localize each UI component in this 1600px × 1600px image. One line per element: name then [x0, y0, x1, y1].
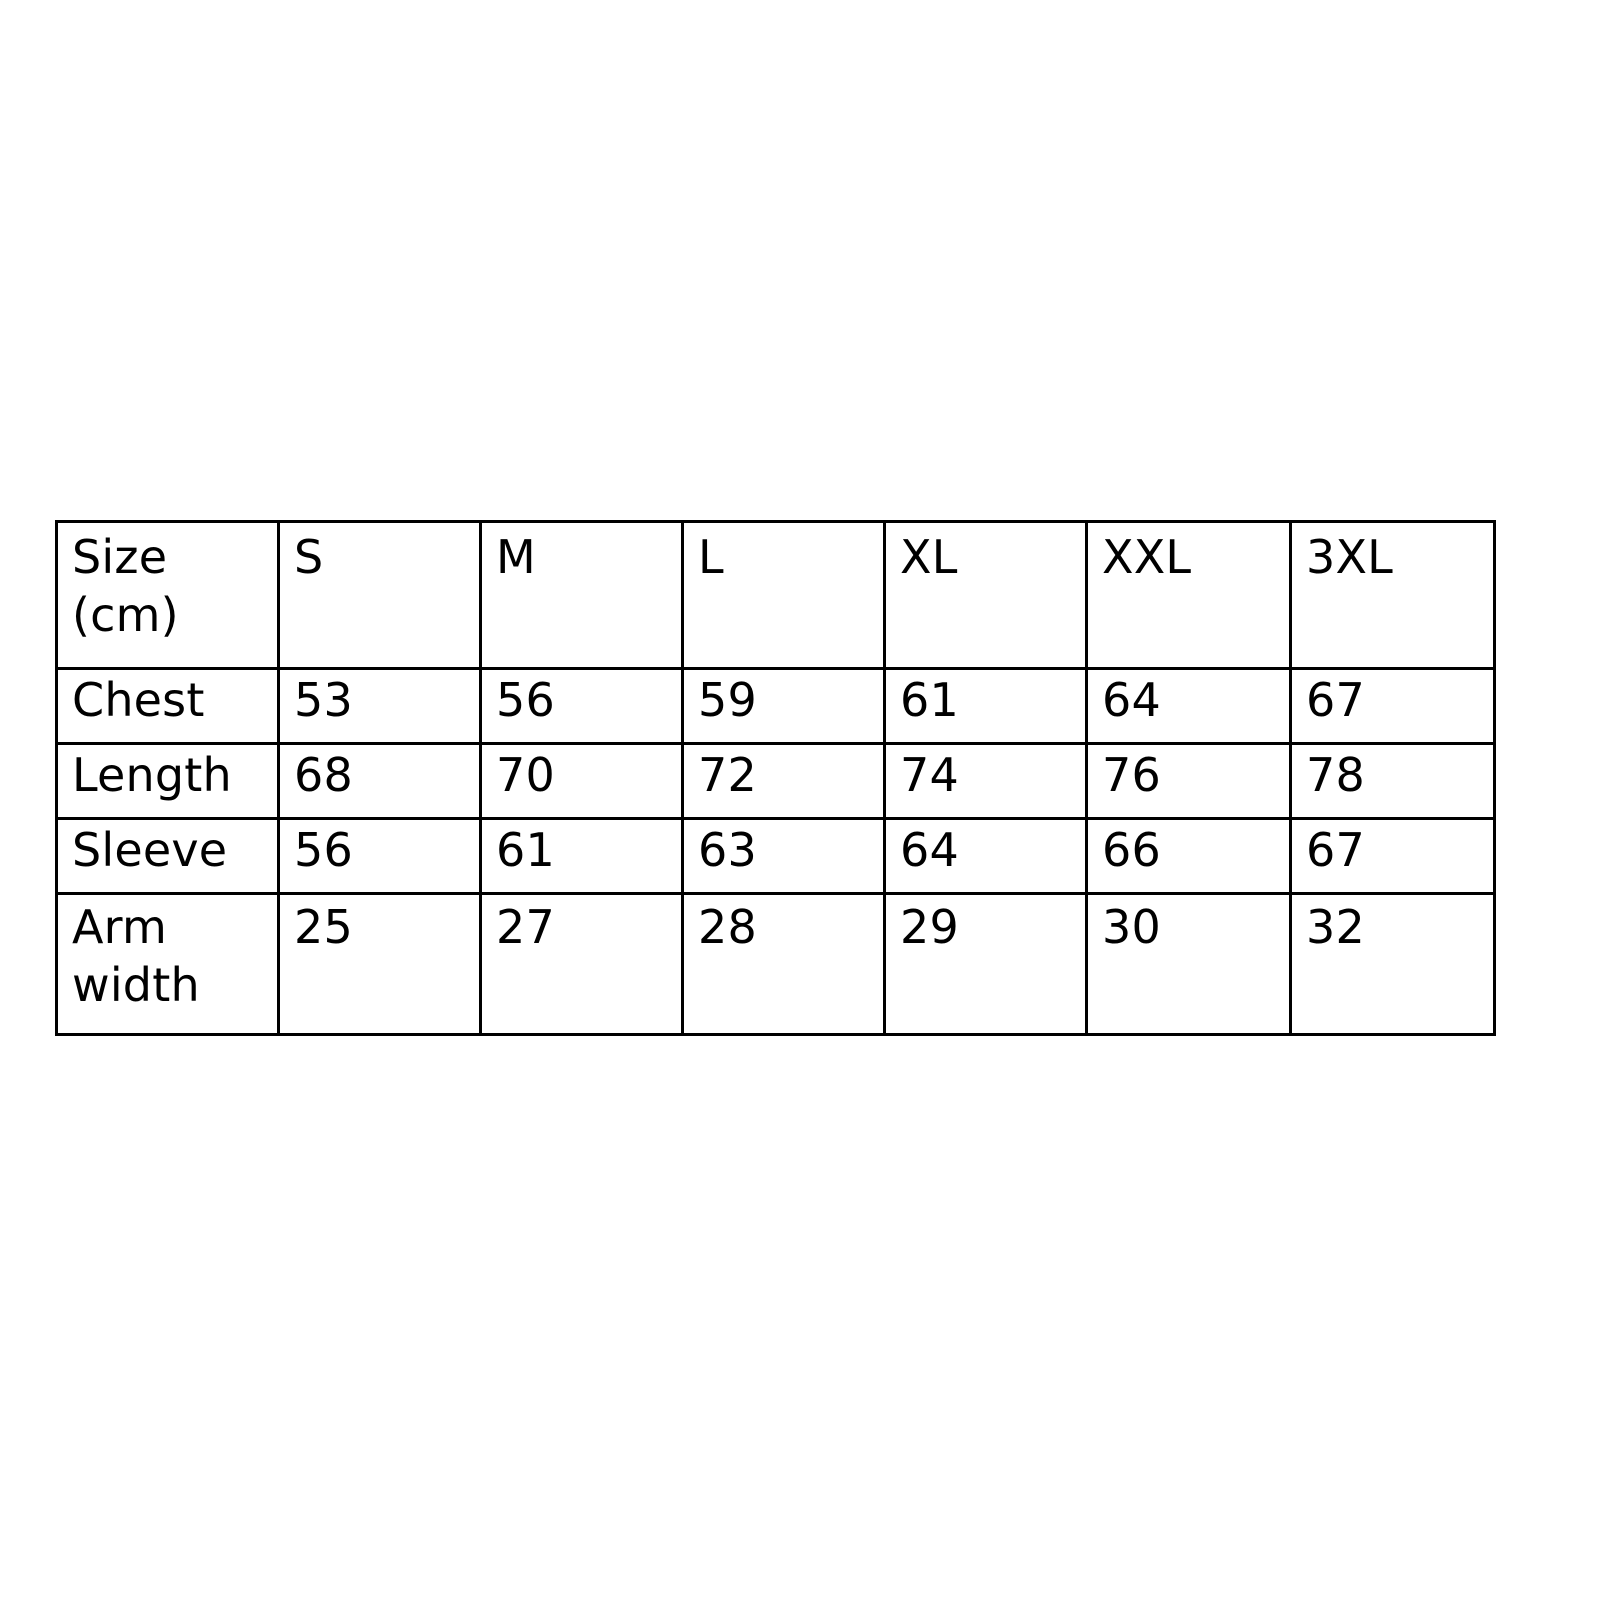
row-label-chest: Chest — [57, 669, 279, 744]
table-row-arm-width — [57, 894, 1495, 1035]
header-cell-xxl: XXL — [1087, 522, 1291, 669]
cell-sleeve-xl: 64 — [885, 819, 1087, 894]
cell-sleeve-s: 56 — [279, 819, 481, 894]
header-cell-3xl: 3XL — [1291, 522, 1495, 669]
cell-sleeve-m: 61 — [481, 819, 683, 894]
cell-arm-width-xxl: 30 — [1087, 894, 1291, 1035]
table-header-row — [57, 522, 1495, 669]
cell-chest-l: 59 — [683, 669, 885, 744]
cell-chest-xl: 61 — [885, 669, 1087, 744]
cell-chest-xxl: 64 — [1087, 669, 1291, 744]
cell-length-l: 72 — [683, 744, 885, 819]
cell-arm-width-s: 25 — [279, 894, 481, 1035]
cell-length-s: 68 — [279, 744, 481, 819]
row-label-sleeve: Sleeve — [57, 819, 279, 894]
header-cell-xl: XL — [885, 522, 1087, 669]
cell-chest-3xl: 67 — [1291, 669, 1495, 744]
cell-arm-width-xl: 29 — [885, 894, 1087, 1035]
table-row-length — [57, 744, 1495, 819]
table-row-chest — [57, 669, 1495, 744]
cell-length-xl: 74 — [885, 744, 1087, 819]
cell-sleeve-l: 63 — [683, 819, 885, 894]
cell-arm-width-3xl: 32 — [1291, 894, 1495, 1035]
row-label-arm-width: Arm width — [57, 894, 279, 1035]
cell-sleeve-xxl: 66 — [1087, 819, 1291, 894]
cell-chest-m: 56 — [481, 669, 683, 744]
row-label-length: Length — [57, 744, 279, 819]
cell-length-m: 70 — [481, 744, 683, 819]
table-row-sleeve — [57, 819, 1495, 894]
size-chart-container — [55, 520, 1493, 1036]
size-chart-table — [55, 520, 1496, 1036]
header-cell-s: S — [279, 522, 481, 669]
cell-chest-s: 53 — [279, 669, 481, 744]
cell-sleeve-3xl: 67 — [1291, 819, 1495, 894]
cell-arm-width-m: 27 — [481, 894, 683, 1035]
cell-length-3xl: 78 — [1291, 744, 1495, 819]
header-cell-m: M — [481, 522, 683, 669]
header-cell-l: L — [683, 522, 885, 669]
cell-length-xxl: 76 — [1087, 744, 1291, 819]
cell-arm-width-l: 28 — [683, 894, 885, 1035]
header-cell-size: Size (cm) — [57, 522, 279, 669]
